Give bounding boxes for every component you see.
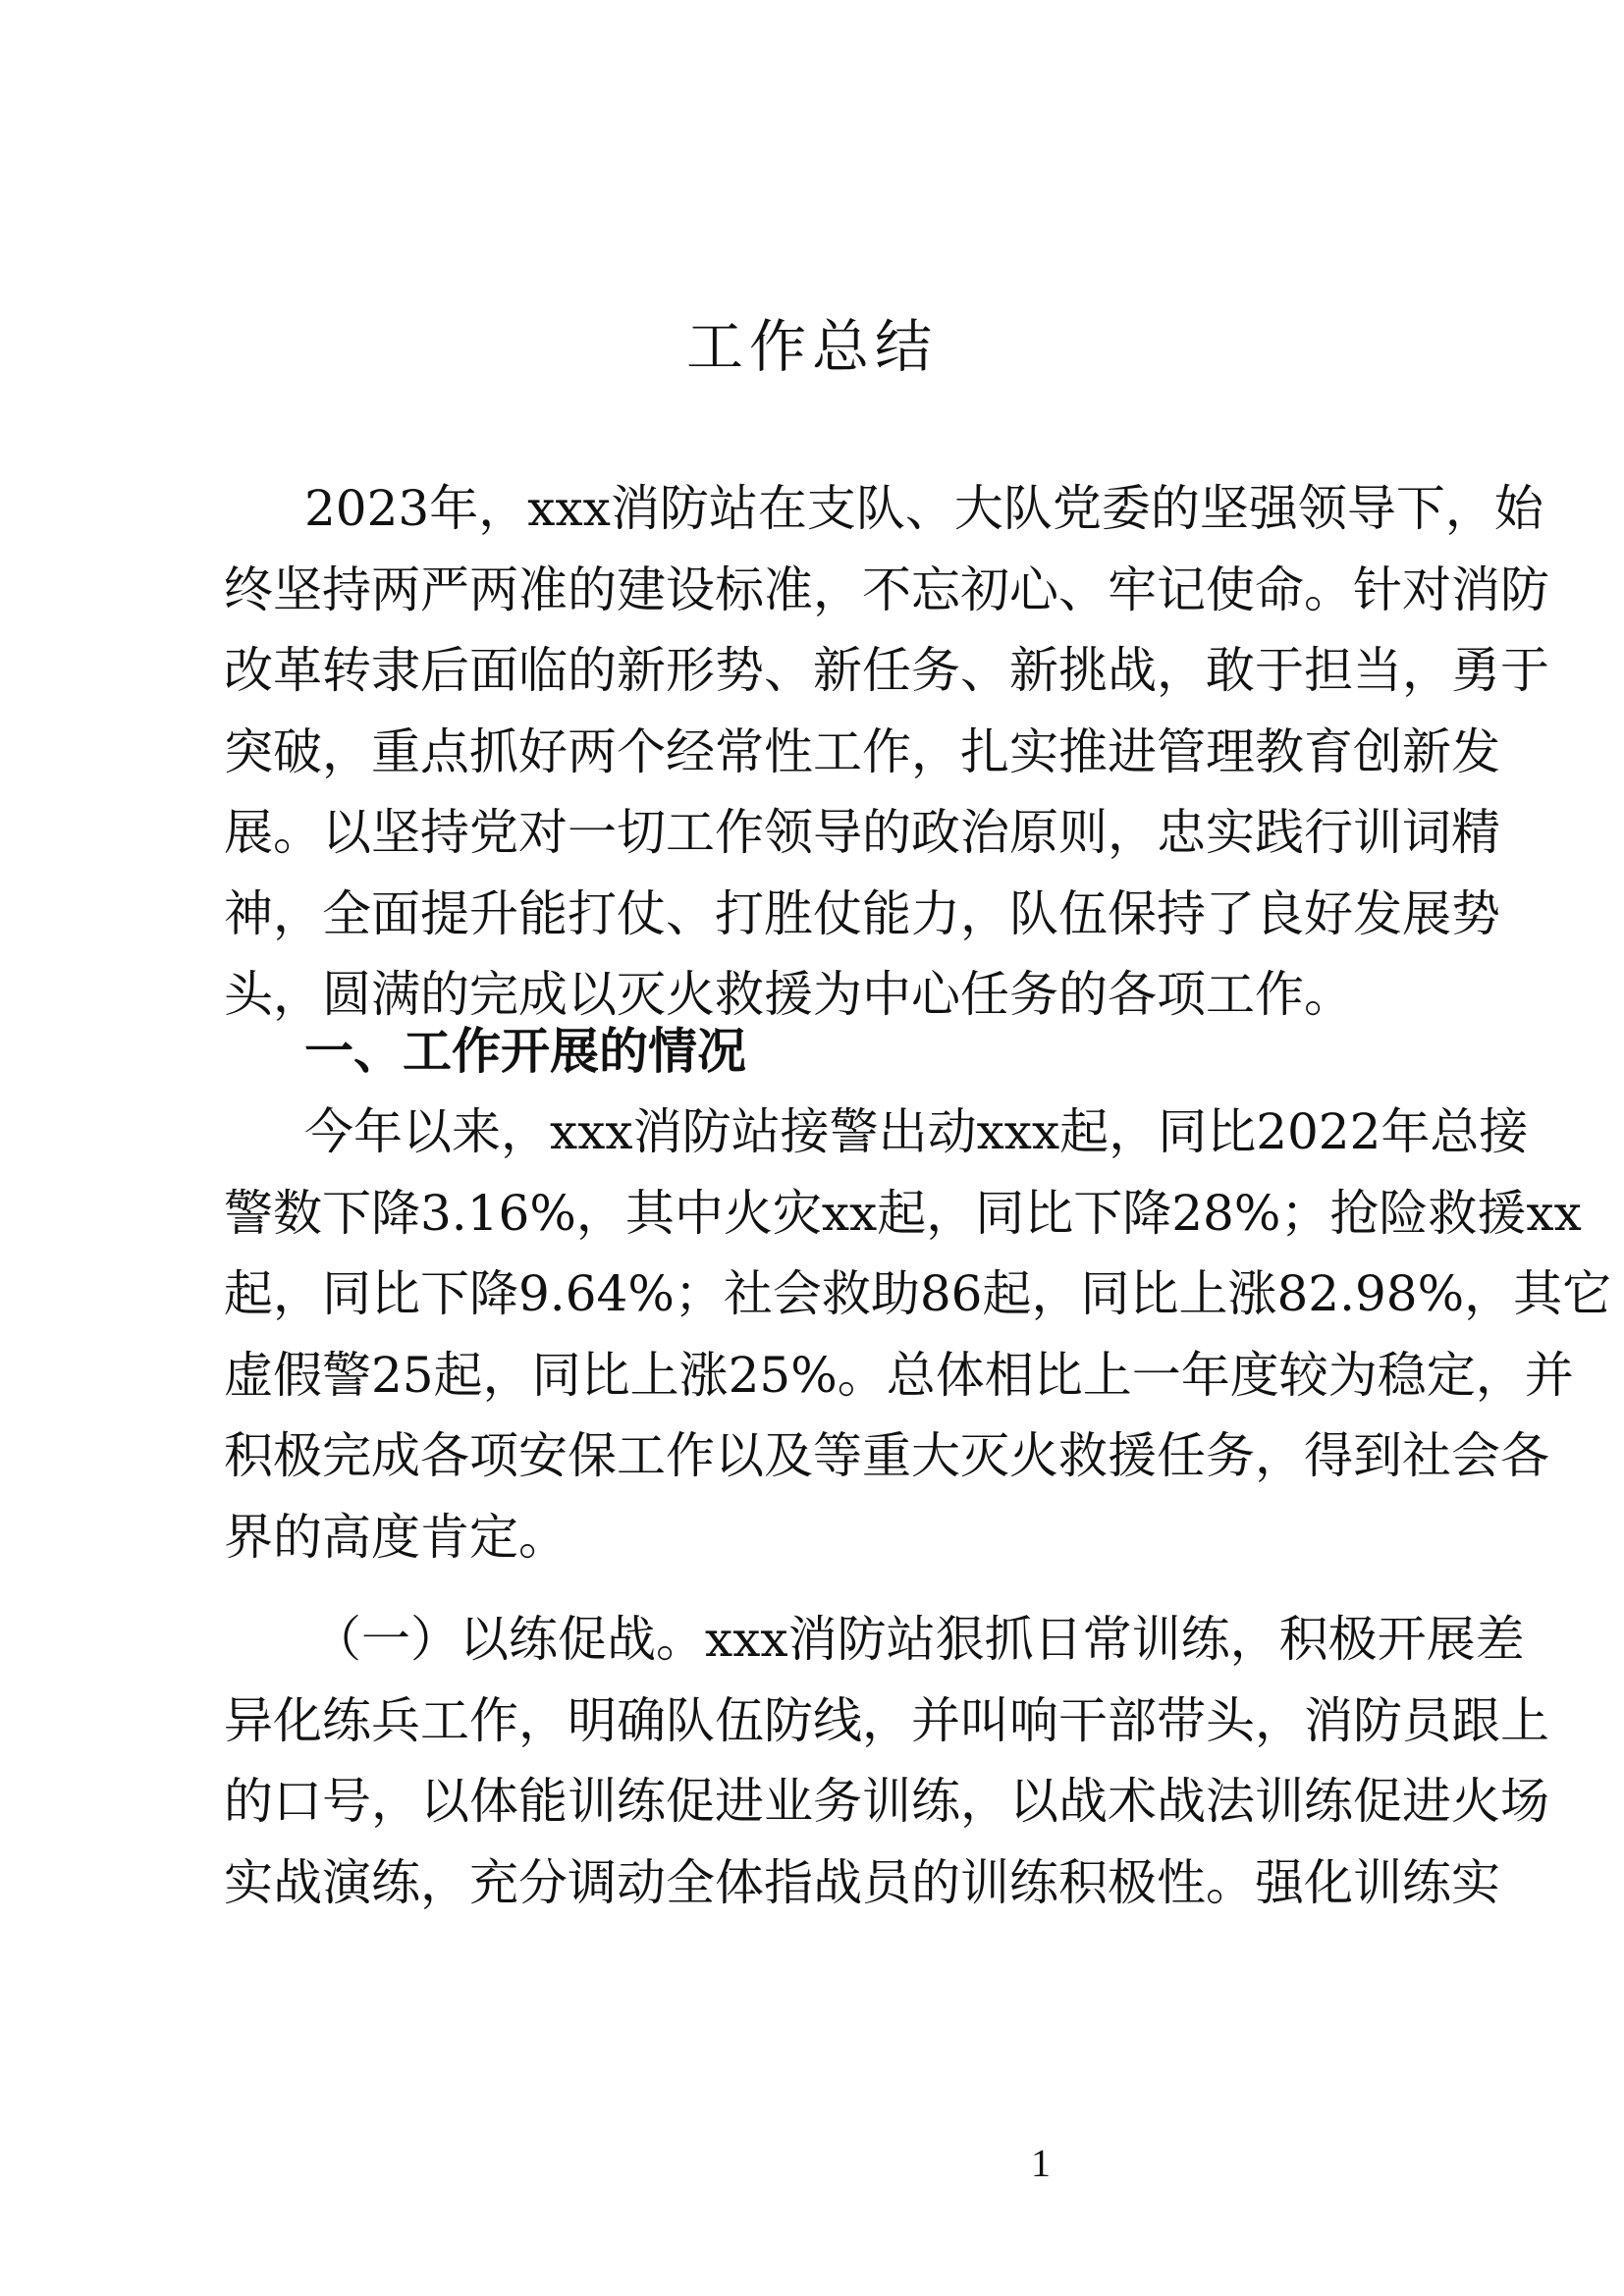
text-line: 虚假警25起，同比上涨25%。总体相比上一年度较为稳定，并	[224, 1346, 1574, 1404]
document-title: 工作总结	[685, 313, 938, 380]
paragraph-training	[224, 1599, 1549, 1923]
text-line: 实战演练，充分调动全体指战员的训练积极性。强化训练实	[224, 1853, 1500, 1911]
text-line: 神，全面提升能打仗、打胜仗能力，队伍保持了良好发展势	[224, 884, 1500, 942]
text-line: 展。以坚持党对一切工作领导的政治原则，忠实践行训词精	[224, 804, 1500, 861]
text-line: 积极完成各项安保工作以及等重大灭火救援任务，得到社会各	[224, 1427, 1549, 1484]
text-line: 起，同比下降9.64%；社会救助86起，同比上涨82.98%，其它	[224, 1265, 1612, 1322]
text-line: 改革转隶后面临的新形势、新任务、新挑战，敢于担当，勇于	[224, 642, 1549, 699]
text-line: 界的高度肯定。	[224, 1508, 568, 1566]
text-line: 今年以来，xxx消防站接警出动xxx起，同比2022年总接	[304, 1103, 1529, 1160]
paragraph-statistics	[224, 1092, 1612, 1577]
text-line: 异化练兵工作，明确队伍防线，并叫响干部带头，消防员跟上	[224, 1691, 1549, 1749]
text-line: 警数下降3.16%，其中火灾xx起，同比下降28%；抢险救援xx	[224, 1184, 1582, 1242]
text-line: 终坚持两严两准的建设标准，不忘初心、牢记使命。针对消防	[224, 561, 1549, 618]
text-line: 2023年，xxx消防站在支队、大队党委的坚强领导下，始	[304, 480, 1543, 537]
text-line: 头，圆满的完成以灭火救援为中心任务的各项工作。	[224, 966, 1353, 1023]
text-line: 的口号，以体能训练促进业务训练，以战术战法训练促进火场	[224, 1773, 1549, 1830]
document-body	[224, 468, 1612, 1923]
page-number: 1	[1031, 2141, 1051, 2185]
section-heading: 一、工作开展的情况	[304, 1021, 746, 1080]
paragraph-intro	[224, 468, 1549, 1036]
text-line: （一）以练促战。xxx消防站狠抓日常训练，积极开展差	[312, 1611, 1525, 1668]
text-line: 突破，重点抓好两个经常性工作，扎实推进管理教育创新发	[224, 722, 1500, 780]
